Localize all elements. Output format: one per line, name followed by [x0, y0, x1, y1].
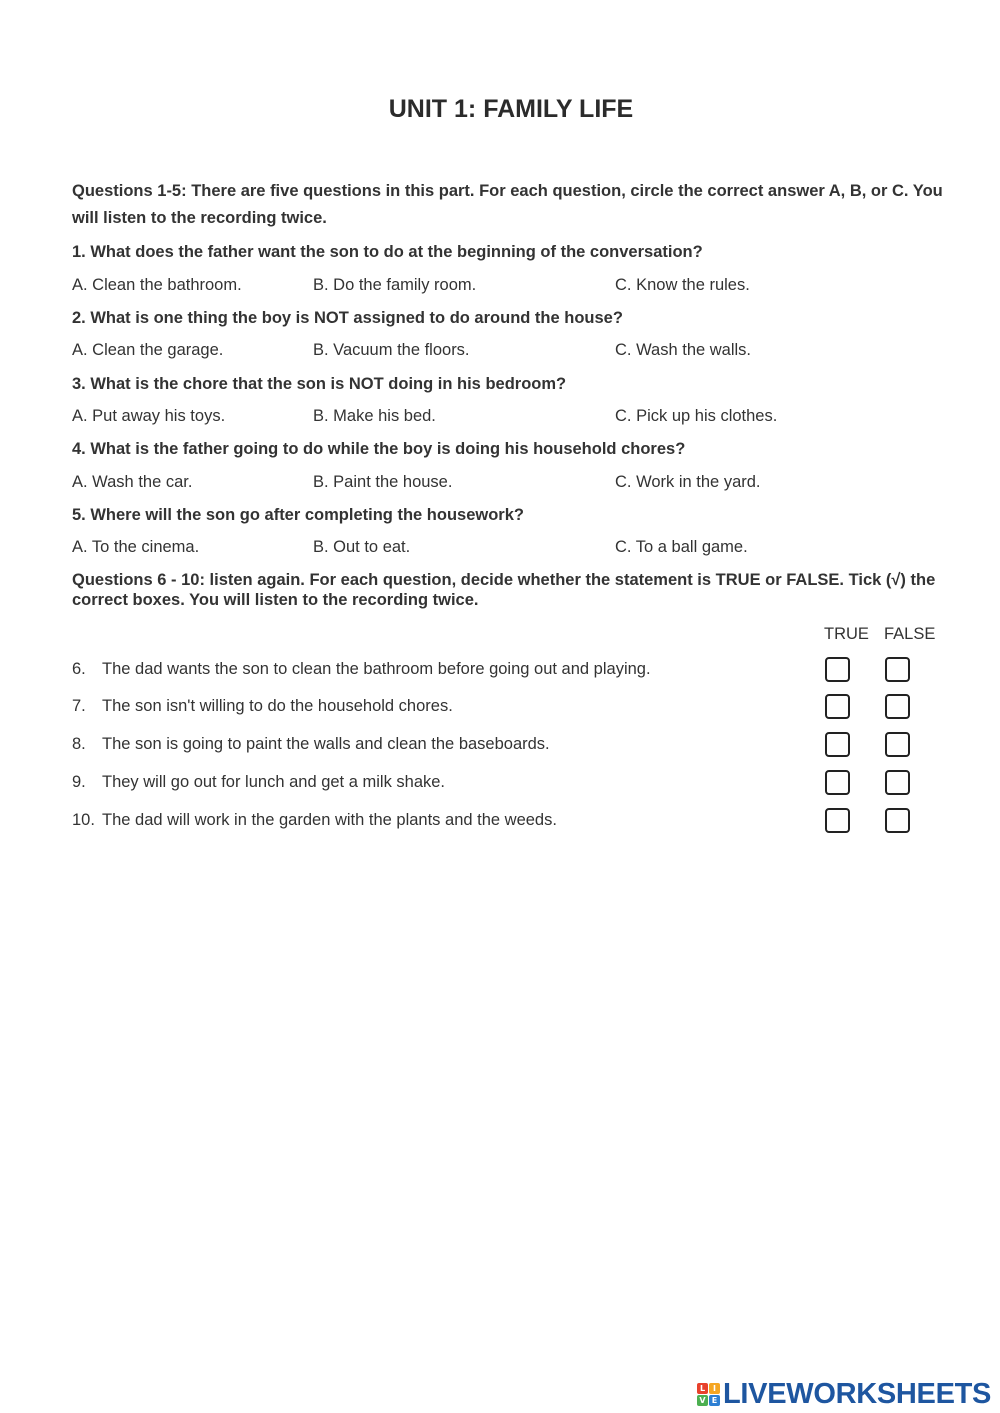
statement-6-true-checkbox[interactable]	[825, 657, 850, 682]
question-4: 4. What is the father going to do while the boy is doing his household chores?	[72, 440, 686, 458]
q3-option-a[interactable]: A. Put away his toys.	[72, 407, 226, 425]
statement-9-text: They will go out for lunch and get a milk shake.	[102, 773, 446, 791]
q2-option-a[interactable]: A. Clean the garage.	[72, 341, 224, 359]
statement-6-number: 6.	[72, 660, 86, 678]
q1-option-c[interactable]: C. Know the rules.	[615, 276, 750, 294]
statement-7-number: 7.	[72, 697, 86, 715]
part1-instructions: Questions 1-5: There are five questions in this part. For each question, circle the correct answer A, B, or C. You will listen to the recording twice.	[72, 182, 943, 227]
statement-10-number: 10.	[72, 811, 95, 829]
statement-7-true-checkbox[interactable]	[825, 694, 850, 719]
liveworksheets-logo	[697, 1378, 991, 1410]
q5-option-b[interactable]: B. Out to eat.	[313, 538, 411, 556]
q5-option-a[interactable]: A. To the cinema.	[72, 538, 200, 556]
q4-option-b[interactable]: B. Paint the house.	[313, 473, 453, 491]
liveworksheets-logo-text: LIVEWORKSHEETS	[723, 1377, 992, 1410]
statement-6-text: The dad wants the son to clean the bathroom before going out and playing.	[102, 660, 651, 678]
true-column-header: TRUE	[824, 625, 869, 643]
liveworksheets-logo-icon: L I V E	[697, 1383, 720, 1406]
q2-option-c[interactable]: C. Wash the walls.	[615, 341, 752, 359]
question-1: 1. What does the father want the son to do at the beginning of the conversation?	[72, 243, 703, 261]
statement-7-text: The son isn't willing to do the household chores.	[102, 697, 453, 715]
statement-9-number: 9.	[72, 773, 86, 791]
statement-10-text: The dad will work in the garden with the plants and the weeds.	[102, 811, 557, 829]
q2-option-b[interactable]: B. Vacuum the floors.	[313, 341, 470, 359]
q1-option-b[interactable]: B. Do the family room.	[313, 276, 477, 294]
question-3: 3. What is the chore that the son is NOT doing in his bedroom?	[72, 375, 567, 393]
q5-option-c[interactable]: C. To a ball game.	[615, 538, 748, 556]
statement-10-true-checkbox[interactable]	[825, 808, 850, 833]
q4-option-c[interactable]: C. Work in the yard.	[615, 473, 761, 491]
q3-option-c[interactable]: C. Pick up his clothes.	[615, 407, 778, 425]
page-title: UNIT 1: FAMILY LIFE	[388, 95, 634, 123]
statement-8-text: The son is going to paint the walls and clean the baseboards.	[102, 735, 550, 753]
question-5: 5. Where will the son go after completing the housework?	[72, 506, 524, 524]
statement-8-true-checkbox[interactable]	[825, 732, 850, 757]
q4-option-a[interactable]: A. Wash the car.	[72, 473, 193, 491]
statement-10-false-checkbox[interactable]	[885, 808, 910, 833]
statement-9-false-checkbox[interactable]	[885, 770, 910, 795]
statement-8-number: 8.	[72, 735, 86, 753]
statement-7-false-checkbox[interactable]	[885, 694, 910, 719]
false-column-header: FALSE	[884, 625, 936, 643]
q1-option-a[interactable]: A. Clean the bathroom.	[72, 276, 242, 294]
part2-instructions: Questions 6 - 10: listen again. For each question, decide whether the statement is TRUE or FALSE. Tick (√) the correct boxes. You will listen to the recording twice.	[72, 571, 936, 609]
q3-option-b[interactable]: B. Make his bed.	[313, 407, 436, 425]
statement-8-false-checkbox[interactable]	[885, 732, 910, 757]
statement-9-true-checkbox[interactable]	[825, 770, 850, 795]
statement-6-false-checkbox[interactable]	[885, 657, 910, 682]
question-2: 2. What is one thing the boy is NOT assigned to do around the house?	[72, 309, 623, 327]
